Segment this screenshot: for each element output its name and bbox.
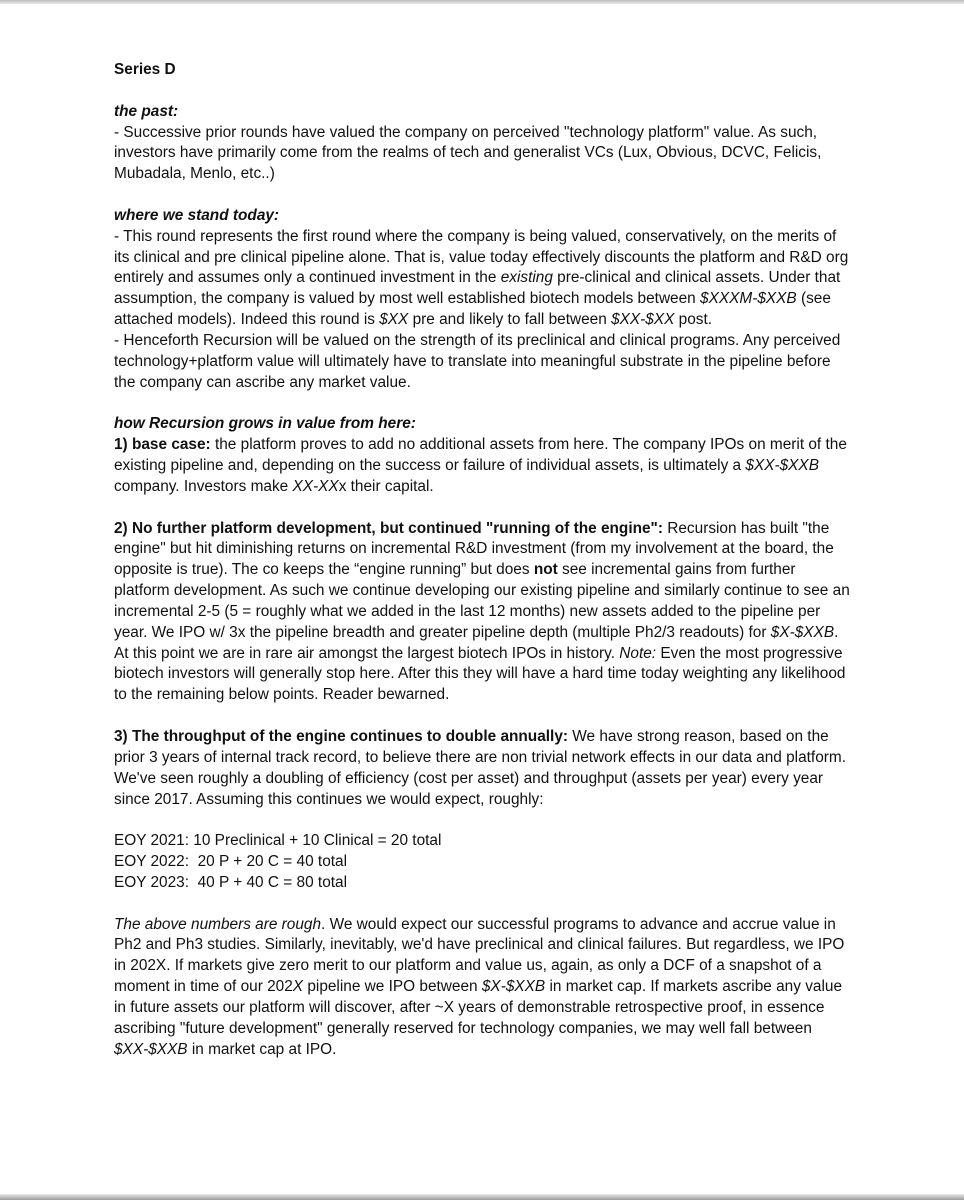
document-page bbox=[114, 60, 850, 1061]
projection-line: EOY 2021: 10 Preclinical + 10 Clinical = 20 total bbox=[114, 832, 442, 850]
case-2-paragraph: 2) No further platform development, but continued "running of the engine": Recursion has built "the engine" but hit diminishing returns on incremental R&D investment (from my involvement at the board, the opposite is true). The co keeps the “engine running” but does not see incremental gains from further platform development. As such we continue developing our existing pipeline and similarly continue to see an incremental 2-5 (5 = roughly what we added in the last 12 months) new assets added to the pipeline per year. We IPO w/ 3x the pipeline breadth and greater pipeline depth (multiple Ph2/3 readouts) for $X-$XXB. At this point we are in rare air amongst the largest biotech IPOs in history. Note: Even the most progressive biotech investors will generally stop here. After this they will have a hard time today weighting any likelihood to the remaining below points. Reader bewarned. bbox=[114, 519, 850, 704]
past-heading: the past: bbox=[114, 102, 179, 120]
grows-heading: how Recursion grows in value from here: bbox=[114, 415, 416, 433]
doc-title: Series D bbox=[114, 61, 176, 78]
past-paragraph: - Successive prior rounds have valued the company on perceived "technology platform" value. As such, investors have primarily come from the realms of tech and generalist VCs (Lux, Obvious, DCVC, Felicis, Mubadala, Menlo, etc..) bbox=[114, 123, 822, 183]
page-bottom-edge bbox=[0, 1194, 964, 1200]
today-paragraph-1: - This round represents the first round where the company is being valued, conservatively, on the merits of its clinical and pre clinical pipeline alone. That is, value today effectively discounts the platform and R&D org entirely and assumes only a continued investment in the existing pre-clinical and clinical assets. Under that assumption, the company is valued by most well established biotech models between $XXXM-$XXB (see attached models). Indeed this round is $XX pre and likely to fall between $XX-$XX post. bbox=[114, 227, 849, 329]
case-3-paragraph: 3) The throughput of the engine continues to double annually: We have strong reason, based on the prior 3 years of internal track record, to believe there are non trivial network effects in our data and platform. We've seen roughly a doubling of efficiency (cost per asset) and throughput (assets per year) every year since 2017. Assuming this continues we would expect, roughly: bbox=[114, 728, 846, 808]
projection-line: EOY 2022: 20 P + 20 C = 40 total bbox=[114, 853, 348, 871]
today-paragraph-2: - Henceforth Recursion will be valued on the strength of its preclinical and clinical programs. Any perceived technology+platform value will ultimately have to translate into meaningful substrate in the pipeline before the company can ascribe any market value. bbox=[114, 331, 841, 391]
today-heading: where we stand today: bbox=[114, 206, 280, 224]
projection-line: EOY 2023: 40 P + 40 C = 80 total bbox=[114, 873, 348, 891]
base-case-paragraph: 1) base case: the platform proves to add no additional assets from here. The company IPOs on merit of the existing pipeline and, depending on the success or failure of individual assets, is ultimately a $XX-$XXB company. Investors make XX-XXx their capital. bbox=[114, 436, 847, 495]
closing-paragraph: The above numbers are rough. We would expect our successful programs to advance and accrue value in Ph2 and Ph3 studies. Similarly, inevitably, we'd have preclinical and clinical failures. But regardless, we IPO in 202X. If markets give zero merit to our platform and value us, again, as only a DCF of a snapshot of a moment in time of our 202X pipeline we IPO between $X-$XXB in market cap. If markets ascribe any value in future assets our platform will discover, after ~X years of demonstrable retrospective proof, in essence ascribing "future development" generally reserved for technology companies, we may well fall between $XX-$XXB in market cap at IPO. bbox=[114, 915, 845, 1058]
page-top-edge bbox=[0, 0, 964, 4]
